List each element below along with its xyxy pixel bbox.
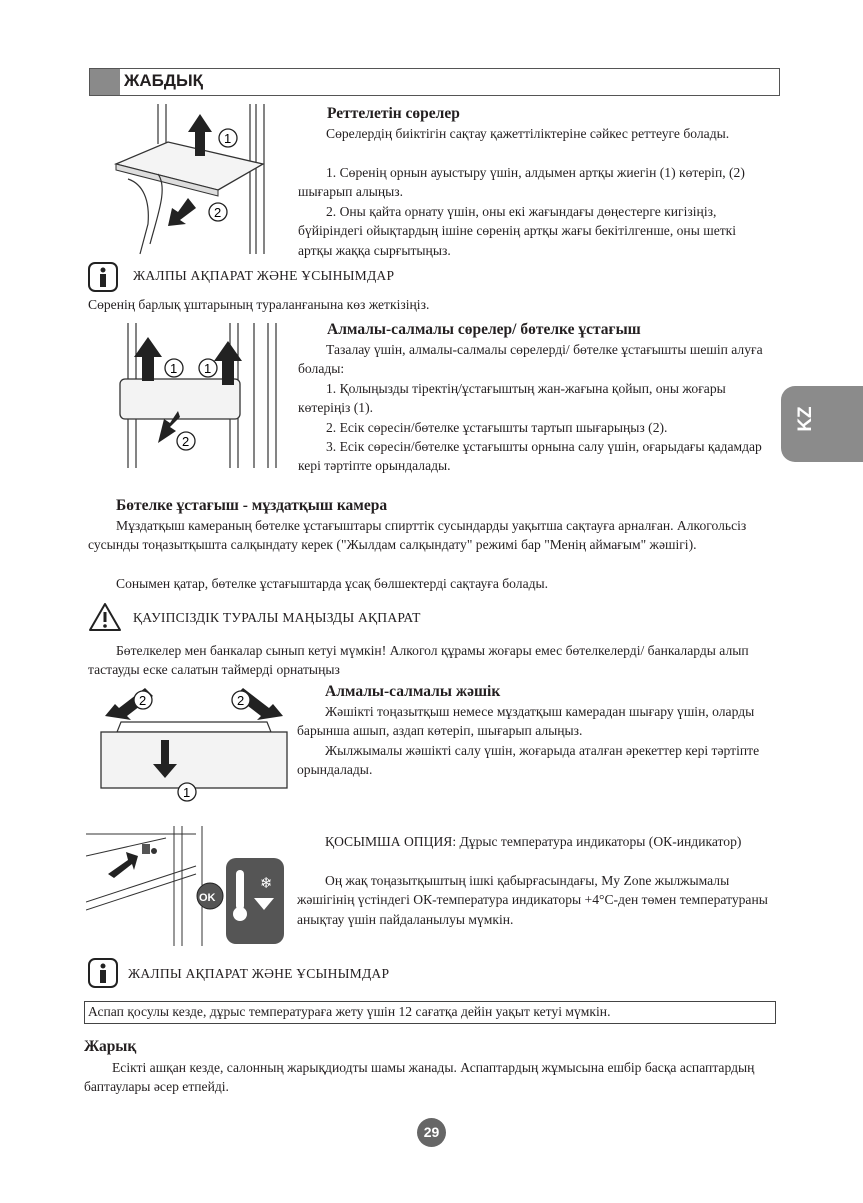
section-header bbox=[89, 68, 780, 96]
header-marker bbox=[90, 69, 120, 95]
ok-badge: OK bbox=[199, 892, 216, 904]
door-shelf-illustration bbox=[118, 323, 283, 469]
option-p1: ҚОСЫМША ОПЦИЯ: Дұрыс температура индикаторы (ОК-индикатор) bbox=[325, 834, 742, 849]
callout-1: 1 bbox=[224, 131, 232, 146]
notice1-text: Сөренің барлық ұштарының тураланғанына көз жеткізіңіз. bbox=[88, 297, 430, 312]
info-icon-2 bbox=[88, 958, 118, 988]
door-shelves-title: Алмалы-салмалы сөрелер/ бөтелке ұстағыш bbox=[327, 321, 641, 338]
drawer-p2: Жылжымалы жәшікті салу үшін, жоғарыда аталған әрекеттер кері тәртіпте орындалады. bbox=[297, 743, 760, 778]
door-shelves-p4: 3. Есік сөресін/бөтелке ұстағышты орнына салу үшін, оғарыдағы қадамдар кері тәртіпте орындалады. bbox=[298, 439, 762, 474]
bottle-p1: Мұздатқыш камераның бөтелке ұстағыштары спирттік сусындарды уақытша сақтауға арналған. Алкогольсіз сусынды тоңазытқышта салқындату керек ("Жылдам салқындату" режимі бар "Менің аймағым" жәшігі). bbox=[88, 518, 747, 553]
svg-text:1: 1 bbox=[170, 361, 178, 376]
ok-indicator-illustration bbox=[86, 826, 296, 950]
shelf-illustration bbox=[88, 104, 288, 264]
language-tab bbox=[781, 386, 863, 462]
svg-text:1: 1 bbox=[204, 361, 212, 376]
shelves-p2: 1. Сөренің орнын ауыстыру үшін, алдымен артқы жиегін (1) көтеріп, (2) шығарып алыңыз. bbox=[298, 165, 745, 200]
svg-text:2: 2 bbox=[182, 434, 190, 449]
shelves-p1: Сөрелердің биіктігін сақтау қажеттіліктеріне сәйкес реттеуге болады. bbox=[326, 126, 730, 141]
notice2-title: ЖАЛПЫ АҚПАРАТ ЖӘНЕ ҰСЫНЫМДАР bbox=[128, 966, 390, 981]
callout-2: 2 bbox=[214, 205, 222, 220]
light-title: Жарық bbox=[84, 1038, 137, 1055]
svg-text:2: 2 bbox=[237, 693, 245, 708]
bottle-title: Бөтелке ұстағыш - мұздатқыш камера bbox=[116, 497, 388, 514]
section-title: ЖАБДЫҚ bbox=[124, 71, 203, 90]
svg-text:❄: ❄ bbox=[260, 874, 273, 892]
warning-title: ҚАУІПСІЗДІК ТУРАЛЫ МАҢЫЗДЫ АҚПАРАТ bbox=[133, 610, 421, 625]
drawer-title: Алмалы-салмалы жәшік bbox=[325, 683, 501, 700]
svg-text:2: 2 bbox=[139, 693, 147, 708]
light-p1: Есікті ашқан кезде, салонның жарықдиодты шамы жанады. Аспаптардың жұмысына ешбір басқа аспаптардың баптаулары әсер етпейді. bbox=[84, 1060, 755, 1095]
drawer-p1: Жәшікті тоңазытқыш немесе мұздатқыш камерадан шығару үшін, оларды барынша ашып, аздап көтеріп, шығарып алыңыз. bbox=[297, 704, 755, 739]
door-shelves-p2: 1. Қолыңызды тіректің/ұстағыштың жан-жағына қойып, оны жоғары көтеріңіз (1). bbox=[298, 381, 726, 416]
svg-text:1: 1 bbox=[183, 785, 191, 800]
bottle-p2: Сонымен қатар, бөтелке ұстағыштарда ұсақ бөлшектерді сақтауға болады. bbox=[116, 576, 549, 591]
info-icon bbox=[88, 262, 118, 292]
door-shelves-p1: Тазалау үшін, алмалы-салмалы сөрелерді/ бөтелке ұстағышты шешіп алуға болады: bbox=[298, 342, 763, 377]
shelves-p3: 2. Оны қайта орнату үшін, оны екі жағындағы дөңестерге кигізіңіз, бүйіріндегі ойықтардың ішіне сөренің артқы жағы бекітілгенше, оны шеткі артқы жаққа сырғытыңыз. bbox=[298, 204, 737, 258]
drawer-illustration bbox=[95, 686, 295, 810]
option-p2: Оң жақ тоңазытқыштың ішкі қабырғасындағы, My Zone жылжымалы жәшігінің үстіндегі ОК-температура индикаторы +4°С-ден төмен температураны анықтау үшін пайдаланылуы мүмкін. bbox=[297, 873, 768, 927]
language-tab-label: KZ bbox=[795, 406, 816, 432]
warning-icon bbox=[88, 602, 122, 632]
shelves-title: Реттелетін сөрелер bbox=[327, 105, 460, 122]
notice1-title: ЖАЛПЫ АҚПАРАТ ЖӘНЕ ҰСЫНЫМДАР bbox=[133, 268, 395, 283]
door-shelves-p3: 2. Есік сөресін/бөтелке ұстағышты тартып шығарыңыз (2). bbox=[326, 420, 668, 435]
warning-text: Бөтелкелер мен банкалар сынып кетуі мүмкін! Алкогол құрамы жоғары емес бөтелкелерді/ банкаларды алып тастауды еске салатын таймерді орнатыңыз bbox=[88, 643, 749, 678]
page-number: 29 bbox=[417, 1118, 446, 1147]
notice2-text: Аспап қосулы кезде, дұрыс температураға жету үшін 12 сағатқа дейін уақыт кетуі мүмкін. bbox=[84, 1001, 776, 1024]
